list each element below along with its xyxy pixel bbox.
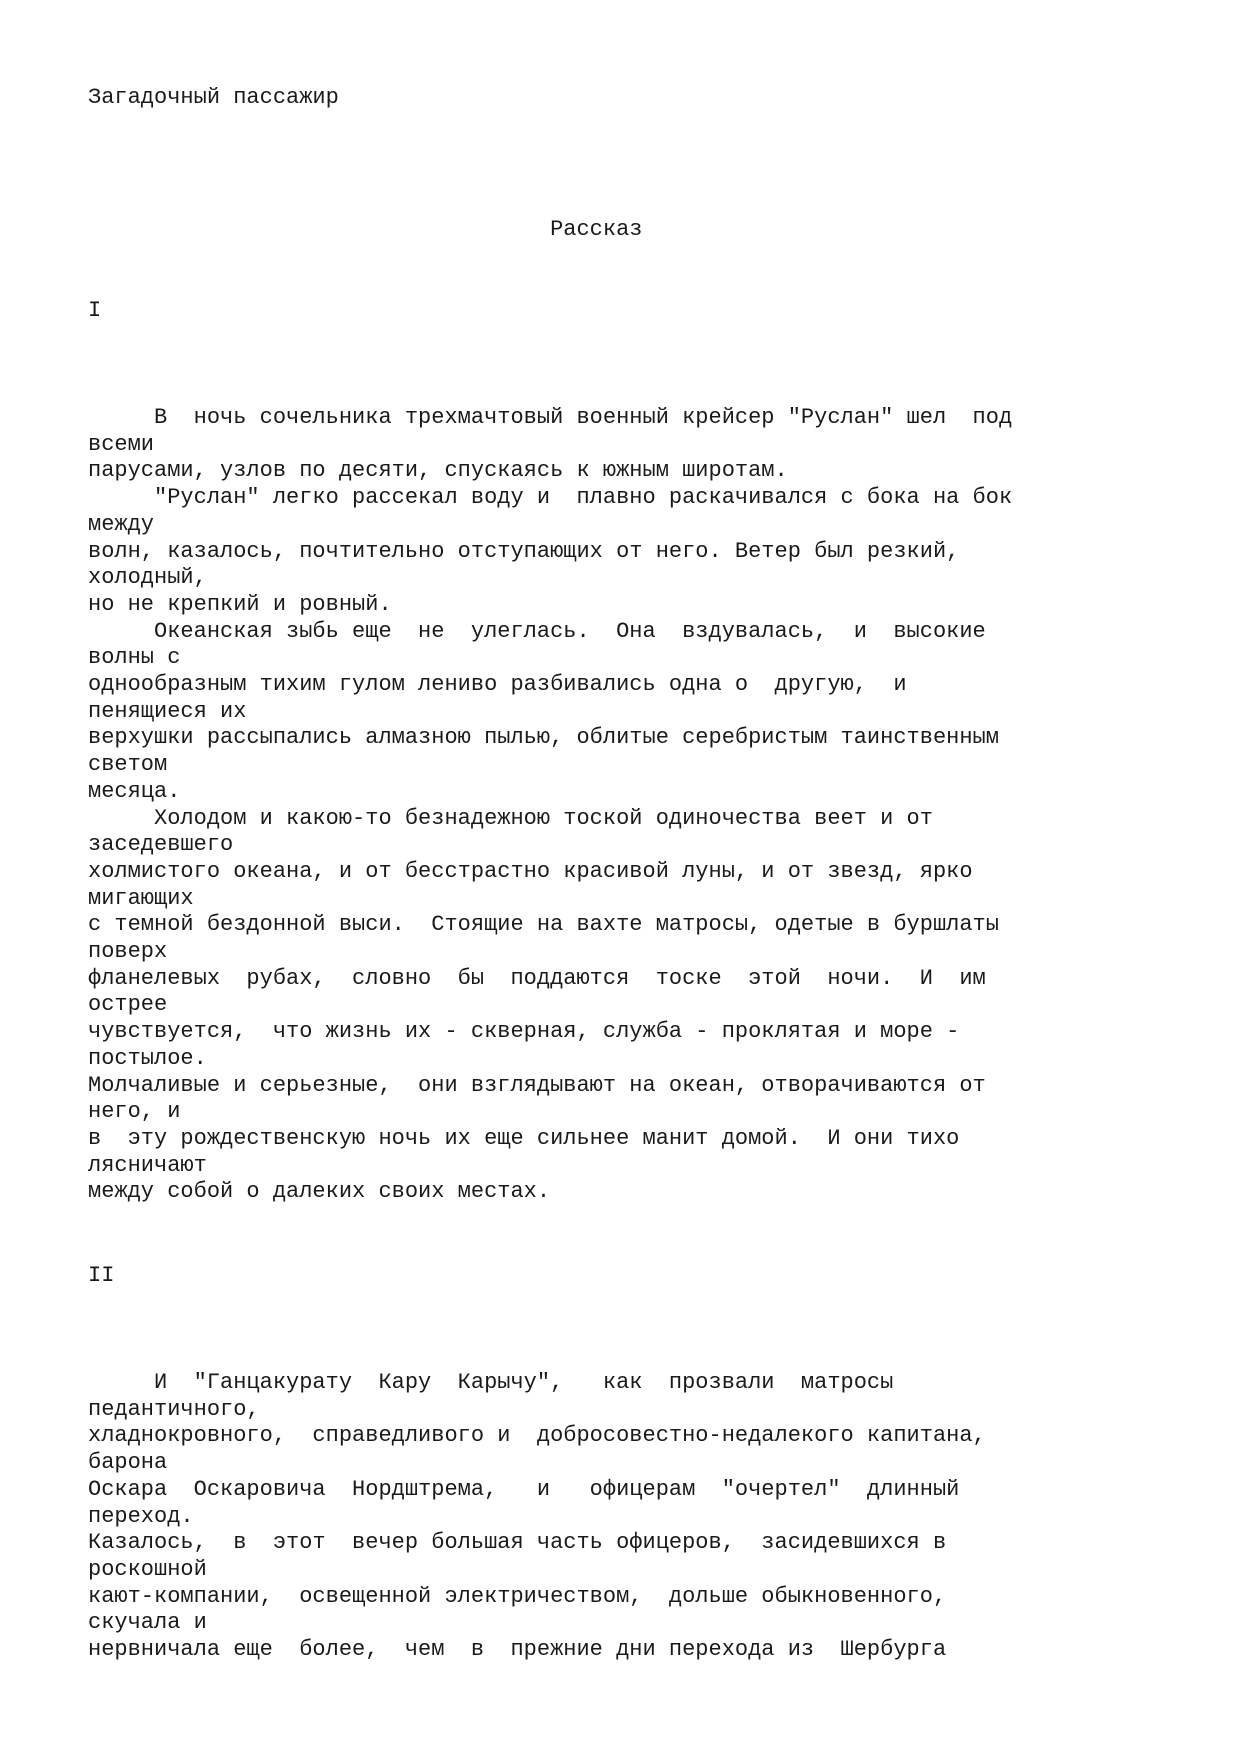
chapter-heading: II <box>88 1263 115 1288</box>
document-title: Загадочный пассажир <box>88 85 339 110</box>
chapter-heading: I <box>88 298 102 323</box>
chapter-body: И "Ганцакурату Кару Карычу", как прозвали матросы педантичного, хладнокровного, справедливого и добросовестно-недалекого капитана, барона Оскара Оскаровича Нордштрема, и офицерам "очертел" длинный переход. Казалось, в этот вечер большая часть офицеров, засидевшихся в роскошной кают-компании, освещенной электричеством, дольше обыкновенного, скучала и нервничала еще более, чем в прежние дни перехода из Шербурга <box>88 1370 986 1663</box>
chapter-body: В ночь сочельника трехмачтовый военный крейсер "Руслан" шел под всеми парусами, узлов по десяти, спускаясь к южным широтам. "Руслан" легко рассекал воду и плавно раскачивался с бока на бок между волн, казалось, почтительно отступающих от него. Ветер был резкий, холодный, но не крепкий и ровный. Океанская зыбь еще не улеглась. Она вздувалась, и высокие волны с однообразным тихим гулом лениво разбивались одна о другую, и пенящиеся их верхушки рассыпались алмазною пылью, облитые серебристым таинственным светом месяца. Холодом и какою-то безнадежною тоской одиночества веет и от заседевшего холмистого океана, и от бесстрастно красивой луны, и от звезд, ярко мигающих с темной бездонной выси. Стоящие на вахте матросы, одетые в буршлаты поверх фланелевых рубах, словно бы поддаются тоске этой ночи. И им острее чувствуется, что жизнь их - скверная, служба - проклятая и море - постылое. Молчаливые и серьезные, они взглядывают на океан, отворачиваются от него, и в эту рождественскую ночь их еще сильнее манит домой. И они тихо лясничают между собой о далеких своих местах. <box>88 405 1013 1205</box>
document-subtitle: Рассказ <box>88 217 643 242</box>
